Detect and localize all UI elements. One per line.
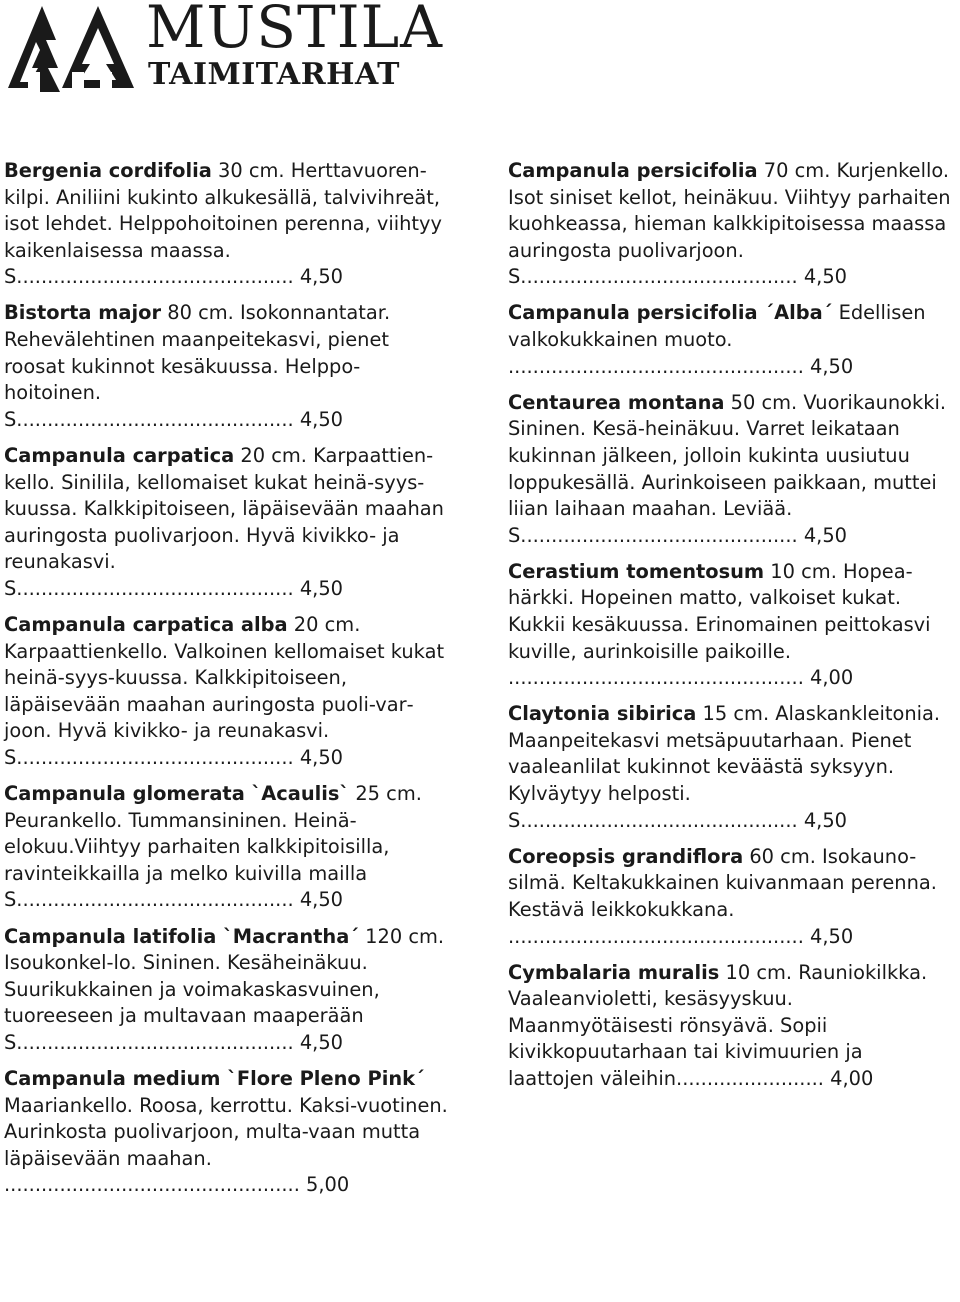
plant-price: S............................................. 4,50 — [4, 888, 344, 912]
plant-entry — [508, 701, 954, 834]
plant-description: 10 cm. Hopea-härkki. Hopeinen matto, valkoiset kukat. Kukkii kesäkuussa. Erinomainen peittokasvi kuville, aurinkoisille paikoille. — [508, 559, 931, 663]
plant-name: Cymbalaria muralis — [508, 960, 720, 984]
plant-description: 15 cm. Alaskankleitonia. Maanpeitekasvi metsäpuutarhaan. Pienet vaaleanlilat kukinnot keväästä syksyyn. Kylväytyy helposti. — [508, 702, 941, 806]
plant-description: Edellisen valkokukkainen muoto. — [508, 301, 926, 352]
left-column — [4, 158, 450, 1208]
plant-description: 80 cm. Isokonnantatar. Rehevälehtinen maanpeitekasvi, pienet roosat kukinnot kesäkuussa. Helppohoitoinen. — [4, 301, 391, 405]
plant-name: Centaurea montana — [508, 390, 725, 414]
plant-name: Campanula persicifolia ´Alba´ — [508, 301, 833, 325]
plant-name: Campanula persicifolia — [508, 159, 758, 182]
plant-price: S............................................. 4,50 — [508, 523, 848, 547]
plant-entry — [508, 300, 954, 380]
right-column — [508, 158, 954, 1102]
plant-entry — [4, 1066, 450, 1199]
brand-logo — [6, 0, 443, 94]
plant-price: S............................................. 4,50 — [508, 265, 848, 289]
plant-entry — [4, 158, 450, 291]
plant-description: 20 cm. Karpaattien-kello. Sinililа, kellomaiset kukat heinä-syys-kuussa. Kalkkipitoiseen, läpäisevään maahan auringosta puolivarjoon. Hyvä kivikko- ja reunakasvi. — [4, 443, 444, 574]
plant-name: Campanula medium `Flore Pleno Pink´ — [4, 1067, 425, 1090]
plant-description: 70 cm. Kurjenkello. Isot siniset kellot, heinäkuu. Viihtyy parhaiten kuohkeassa, hieman kalkkipitoisessa maassa auringosta puolivarjoon. — [508, 159, 951, 262]
plant-entry — [508, 960, 954, 1093]
plant-entry — [508, 844, 954, 950]
plant-name: Campanula glomerata `Acaulis` — [4, 782, 350, 806]
plant-name: Campanula latifolia `Macrantha´ — [4, 924, 359, 948]
plant-price: S............................................. 4,50 — [4, 1030, 344, 1054]
plant-description: Maariankello. Roosa, kerrottu. Kaksi-vuotinen. Aurinkosta puolivarjoon, multa-vaan mutta läpäisevään maahan. — [4, 1093, 448, 1170]
plant-description: 10 cm. Rauniokilkka. Vaaleanvioletti, kesäsyyskuu. Maanmyötäisesti rönsyävä. Sopii kivikkopuutarhaan tai kivimuurien ja laattojen väleihin — [508, 960, 928, 1090]
plant-price: S............................................. 4,50 — [4, 745, 344, 769]
plant-price: ........................ 4,00 — [676, 1067, 874, 1090]
plant-price: S............................................. 4,50 — [4, 407, 344, 431]
brand-subtitle: TAIMITARHAT — [148, 57, 400, 92]
plant-entry — [508, 390, 954, 550]
plant-entry — [4, 612, 450, 772]
plant-name: Coreopsis grandiflora — [508, 844, 744, 868]
plant-name: Bergenia cordifolia — [4, 159, 212, 182]
brand-name: MUSTILA — [146, 0, 443, 61]
plant-description: 20 cm. Karpaattienkello. Valkoinen kellomaiset kukat heinä-syys-kuussa. Kalkkipitoiseen, läpäisevään maahan auringosta puoli-varjoon. Hyvä kivikko- ja reunakasvi. — [4, 613, 445, 743]
plant-name: Cerastium tomentosum — [508, 559, 765, 583]
plant-price: ................................................ 4,00 — [508, 666, 854, 690]
plant-description: 50 cm. Vuorikaunokki. Sininen. Kesä-heinäkuu. Varret leikataan kukinnan jälkeen, jolloin kukinta uusiutuu loppukesällä. Aurinkoiseen paikkaan, muttei liian laihaan maahan. Leviää. — [508, 390, 947, 521]
plant-description: 25 cm. Peurankello. Tummansininen. Heinä-elokuu.Viihtyy parhaiten kalkkipitoisilla, ravinteikkailla ja melko kuivilla mailla — [4, 782, 422, 885]
plant-price: S............................................. 4,50 — [4, 265, 344, 289]
plant-price: S............................................. 4,50 — [508, 808, 848, 832]
plant-entry — [4, 924, 450, 1057]
plant-price: ................................................ 4,50 — [508, 354, 854, 378]
plant-name: Claytonia sibirica — [508, 702, 697, 726]
plant-name: Campanula carpatica — [4, 443, 235, 467]
plant-description: 30 cm. Herttavuoren-kilpi. Aniliini kukinto alkukesällä, talvivihreät, isot lehdet. Helppohoitoinen perenna, viihtyy kaikenlaisessa maassa. — [4, 159, 442, 262]
plant-name: Campanula carpatica alba — [4, 613, 288, 636]
plant-entry — [508, 559, 954, 692]
plant-entry — [4, 443, 450, 603]
plant-price: ................................................ 4,50 — [508, 924, 854, 948]
plant-name: Bistorta major — [4, 301, 162, 325]
plant-description: 60 cm. Isokauno-silmä. Keltakukkainen kuivanmaan perenna. Kestävä leikkokukkana. — [508, 844, 937, 921]
plant-entry — [4, 781, 450, 914]
plant-entry — [508, 158, 954, 291]
tree-logo-icon — [6, 2, 146, 94]
plant-price: ................................................ 5,00 — [4, 1173, 350, 1197]
plant-entry — [4, 300, 450, 433]
plant-description: 120 cm. Isoukonkel-lo. Sininen. Kesäheinäkuu. Suurikukkainen ja voimakaskasvuinen, tuoreeseen ja multavaan maaperään — [4, 924, 445, 1028]
plant-price: S............................................. 4,50 — [4, 576, 344, 600]
